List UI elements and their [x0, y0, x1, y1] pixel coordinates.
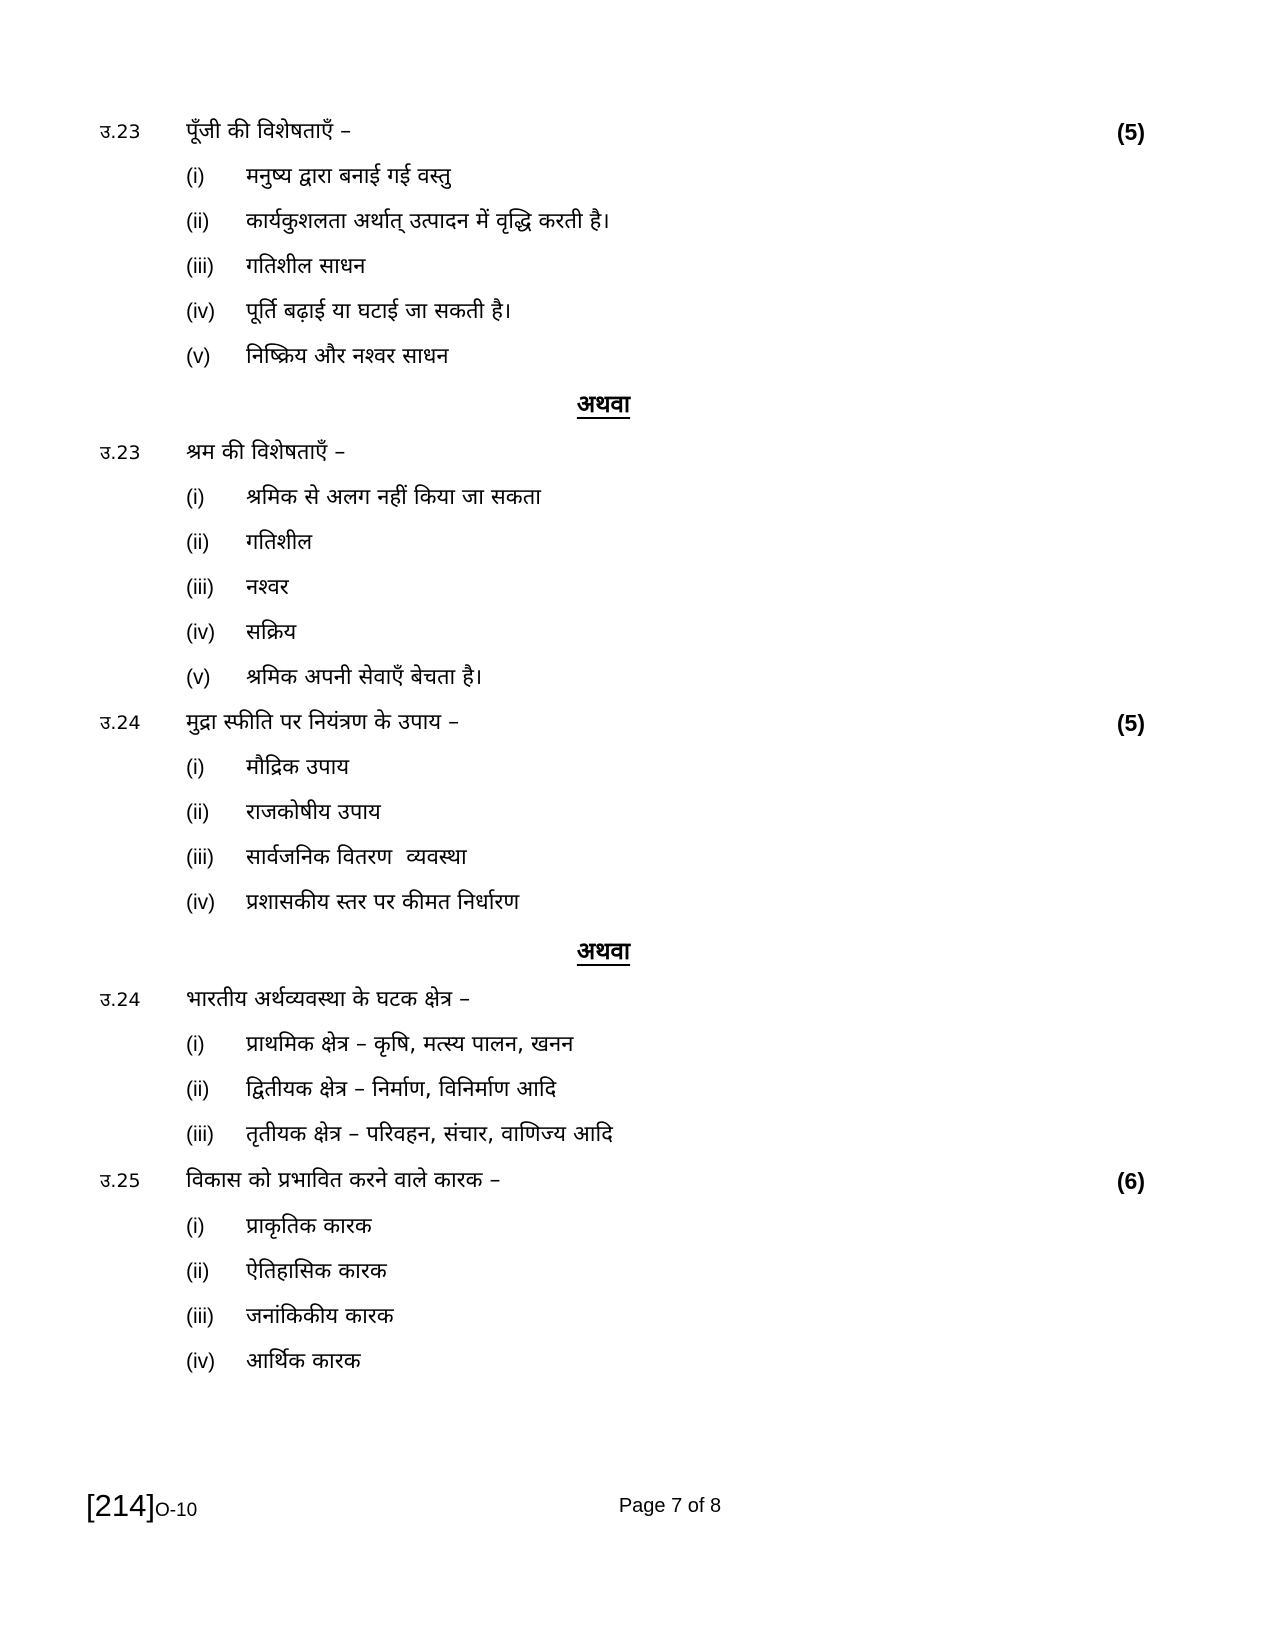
list-item — [186, 1070, 556, 1110]
item-text: मौद्रिक उपाय — [246, 755, 350, 780]
item-numeral: (iv) — [186, 891, 216, 914]
item-numeral: (iv) — [186, 300, 216, 323]
item-numeral: (iv) — [186, 621, 216, 644]
question-number: उ.23 — [100, 442, 141, 464]
question-title: श्रम की विशेषताएँ – — [186, 440, 346, 465]
list-item — [186, 292, 511, 332]
list-item — [186, 1342, 361, 1382]
question-23-header — [100, 112, 1145, 152]
item-text: पूर्ति बढ़ाई या घटाई जा सकती है। — [246, 299, 512, 324]
item-text: प्रशासकीय स्तर पर कीमत निर्धारण — [246, 890, 520, 915]
item-text: प्राथमिक क्षेत्र – कृषि, मत्स्य पालन, खनन — [246, 1032, 574, 1057]
list-item — [186, 1207, 372, 1247]
item-numeral: (ii) — [186, 531, 210, 554]
item-numeral: (iii) — [186, 846, 214, 869]
question-title: मुद्रा स्फीति पर नियंत्रण के उपाय – — [186, 710, 460, 735]
item-numeral: (iv) — [186, 1350, 216, 1373]
question-marks: (5) — [1116, 710, 1145, 736]
list-item — [186, 478, 541, 518]
item-text: आर्थिक कारक — [246, 1349, 361, 1374]
list-item — [186, 337, 449, 377]
list-item — [186, 523, 312, 563]
question-number: उ.23 — [100, 121, 141, 143]
item-text: गतिशील साधन — [246, 254, 366, 279]
list-item — [186, 1297, 394, 1337]
item-numeral: (iii) — [186, 576, 214, 599]
question-number: उ.24 — [100, 989, 141, 1011]
question-number: उ.25 — [100, 1170, 141, 1192]
item-numeral: (v) — [186, 345, 211, 368]
or-separator — [0, 931, 1207, 971]
question-number: उ.24 — [100, 712, 141, 734]
item-text: सक्रिय — [246, 620, 297, 645]
question-title: विकास को प्रभावित करने वाले कारक – — [186, 1168, 501, 1193]
question-title: भारतीय अर्थव्यवस्था के घटक क्षेत्र – — [186, 987, 471, 1012]
item-text: मनुष्य द्वारा बनाई गई वस्तु — [246, 164, 451, 189]
item-text: जनांकिकीय कारक — [246, 1304, 394, 1329]
item-numeral: (i) — [186, 1033, 205, 1056]
item-text: ऐतिहासिक कारक — [246, 1259, 387, 1284]
list-item — [186, 613, 296, 653]
question-title: पूँजी की विशेषताएँ – — [186, 119, 352, 144]
list-item — [186, 793, 381, 833]
item-text: प्राकृतिक कारक — [246, 1214, 372, 1239]
paper-code-sub: O-10 — [154, 1500, 198, 1521]
question-23-alt-header — [100, 433, 1145, 473]
list-item — [186, 1115, 613, 1155]
question-marks: (5) — [1116, 119, 1145, 145]
list-item — [186, 658, 482, 698]
list-item — [186, 1025, 573, 1065]
item-numeral: (iii) — [186, 255, 214, 278]
item-numeral: (ii) — [186, 210, 210, 233]
list-item — [186, 202, 610, 242]
item-numeral: (i) — [186, 1215, 205, 1238]
item-numeral: (i) — [186, 165, 205, 188]
or-separator — [0, 384, 1207, 424]
item-numeral: (ii) — [186, 1078, 210, 1101]
item-numeral: (i) — [186, 486, 205, 509]
or-label: अथवा — [576, 390, 631, 418]
list-item — [186, 157, 451, 197]
item-text: द्वितीयक क्षेत्र – निर्माण, विनिर्माण आदि — [246, 1077, 557, 1102]
item-text: गतिशील — [246, 530, 313, 555]
list-item — [186, 568, 289, 608]
item-text: राजकोषीय उपाय — [246, 800, 381, 825]
list-item — [186, 838, 467, 878]
paper-code-main: [214] — [86, 1488, 155, 1523]
or-label: अथवा — [576, 937, 631, 965]
question-24-alt-header — [100, 980, 1145, 1020]
question-25-header — [100, 1161, 1145, 1201]
item-numeral: (i) — [186, 756, 205, 779]
item-text: श्रमिक से अलग नहीं किया जा सकता — [246, 485, 541, 510]
item-text: सार्वजनिक वितरण व्यवस्था — [246, 845, 467, 870]
item-text: निष्क्रिय और नश्वर साधन — [246, 344, 449, 369]
item-numeral: (ii) — [186, 801, 210, 824]
item-text: श्रमिक अपनी सेवाएँ बेचता है। — [246, 665, 483, 690]
item-text: तृतीयक क्षेत्र – परिवहन, संचार, वाणिज्य आदि — [246, 1122, 613, 1147]
list-item — [186, 247, 366, 287]
item-text: नश्वर — [246, 575, 289, 600]
item-text: कार्यकुशलता अर्थात् उत्पादन में वृद्धि करती है। — [246, 209, 610, 234]
item-numeral: (iii) — [186, 1305, 214, 1328]
item-numeral: (iii) — [186, 1123, 214, 1146]
list-item — [186, 748, 349, 788]
list-item — [186, 1252, 387, 1292]
item-numeral: (ii) — [186, 1260, 210, 1283]
question-24-header — [100, 703, 1145, 743]
question-marks: (6) — [1116, 1168, 1145, 1194]
list-item — [186, 883, 519, 923]
item-numeral: (v) — [186, 666, 211, 689]
page-number: Page 7 of 8 — [618, 1495, 722, 1517]
